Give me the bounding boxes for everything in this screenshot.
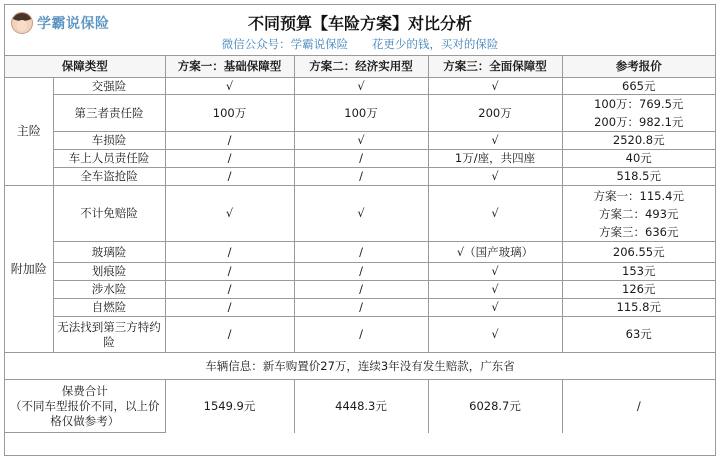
table-row	[5, 150, 715, 168]
price-line: 方案二：493元	[599, 206, 679, 221]
price-cell	[562, 95, 715, 132]
plan3-cell: √	[428, 132, 562, 150]
col-header-plan3: 方案三：全面保障型	[428, 56, 562, 78]
plan2-cell: /	[294, 242, 428, 263]
subtitle	[5, 36, 715, 52]
plan2-cell: √	[294, 186, 428, 242]
table-header-row	[5, 56, 715, 78]
sheet-header	[5, 5, 715, 56]
plan1-cell: /	[165, 281, 294, 299]
coverage-name: 玻璃险	[53, 242, 165, 263]
price-line: 200万：982.1元	[594, 115, 684, 129]
plan1-cell: /	[165, 263, 294, 281]
plan2-cell: /	[294, 281, 428, 299]
price-cell: 115.8元	[562, 299, 715, 317]
plan3-cell: √	[428, 281, 562, 299]
price-cell: 2520.8元	[562, 132, 715, 150]
plan2-cell: /	[294, 168, 428, 186]
plan1-cell: /	[165, 299, 294, 317]
plan1-cell: 100万	[165, 95, 294, 132]
table-row	[5, 317, 715, 353]
plan1-cell: /	[165, 242, 294, 263]
coverage-name: 交强险	[53, 78, 165, 95]
coverage-name: 不计免赔险	[53, 186, 165, 242]
coverage-name: 车损险	[53, 132, 165, 150]
price-cell: 518.5元	[562, 168, 715, 186]
table-row	[5, 281, 715, 299]
plan2-cell: /	[294, 150, 428, 168]
plan3-cell: 200万	[428, 95, 562, 132]
page-title: 不同预算【车险方案】对比分析	[247, 14, 472, 33]
table-row	[5, 242, 715, 263]
total-title: 保费合计	[61, 383, 108, 398]
coverage-name: 划痕险	[53, 263, 165, 281]
price-cell: 665元	[562, 78, 715, 95]
plan2-cell: /	[294, 263, 428, 281]
coverage-name: 无法找到第三方特约险	[53, 317, 165, 353]
plan3-cell: 1万/座，共四座	[428, 150, 562, 168]
coverage-name: 涉水险	[53, 281, 165, 299]
table-row	[5, 263, 715, 281]
plan2-cell: /	[294, 317, 428, 353]
comparison-sheet	[4, 4, 716, 456]
plan3-cell: √	[428, 317, 562, 353]
plan2-cell: √	[294, 78, 428, 95]
table-row	[5, 168, 715, 186]
plan1-cell: /	[165, 168, 294, 186]
table-row	[5, 78, 715, 95]
col-header-price: 参考报价	[562, 56, 715, 78]
wechat-account: 微信公众号：学霸说保险	[221, 37, 349, 51]
total-price: /	[562, 380, 715, 433]
table-row	[5, 186, 715, 242]
vehicle-info-row	[5, 353, 715, 380]
coverage-name: 自燃险	[53, 299, 165, 317]
price-cell: 126元	[562, 281, 715, 299]
plan3-cell: √	[428, 186, 562, 242]
plan3-cell: √	[428, 78, 562, 95]
coverage-name: 车上人员责任险	[53, 150, 165, 168]
plan1-cell: /	[165, 132, 294, 150]
total-plan1: 1549.9元	[165, 380, 294, 433]
plan3-cell: √	[428, 168, 562, 186]
slogan: 花更少的钱，买对的保险	[371, 37, 499, 51]
plan1-cell: /	[165, 150, 294, 168]
col-header-plan1: 方案一：基础保障型	[165, 56, 294, 78]
comparison-table	[5, 56, 715, 433]
total-note: （不同车型报价不同，以上价格仅做参考）	[10, 398, 160, 428]
plan1-cell: √	[165, 186, 294, 242]
col-header-type: 保障类型	[5, 56, 165, 78]
coverage-name: 全车盗抢险	[53, 168, 165, 186]
group-label-addon: 附加险	[5, 186, 53, 353]
price-cell: 63元	[562, 317, 715, 353]
col-header-plan2: 方案二：经济实用型	[294, 56, 428, 78]
price-cell	[562, 186, 715, 242]
vehicle-info: 车辆信息：新车购置价27万，连续3年没有发生赔款，广东省	[5, 353, 715, 380]
brand-name: 学霸说保险	[37, 16, 110, 32]
plan2-cell: 100万	[294, 95, 428, 132]
total-row	[5, 380, 715, 433]
table-row	[5, 299, 715, 317]
coverage-name: 第三者责任险	[53, 95, 165, 132]
price-line: 100万：769.5元	[594, 97, 684, 111]
table-row	[5, 132, 715, 150]
plan3-cell: √（国产玻璃）	[428, 242, 562, 263]
group-label-main: 主险	[5, 78, 53, 186]
plan1-cell: √	[165, 78, 294, 95]
total-plan3: 6028.7元	[428, 380, 562, 433]
plan3-cell: √	[428, 263, 562, 281]
price-cell: 40元	[562, 150, 715, 168]
plan3-cell: √	[428, 299, 562, 317]
plan2-cell: /	[294, 299, 428, 317]
total-label	[5, 380, 165, 433]
price-line: 方案三：636元	[599, 224, 679, 239]
price-line: 方案一：115.4元	[593, 188, 684, 203]
price-cell: 206.55元	[562, 242, 715, 263]
plan2-cell: √	[294, 132, 428, 150]
price-cell: 153元	[562, 263, 715, 281]
plan1-cell: /	[165, 317, 294, 353]
table-row	[5, 95, 715, 132]
total-plan2: 4448.3元	[294, 380, 428, 433]
